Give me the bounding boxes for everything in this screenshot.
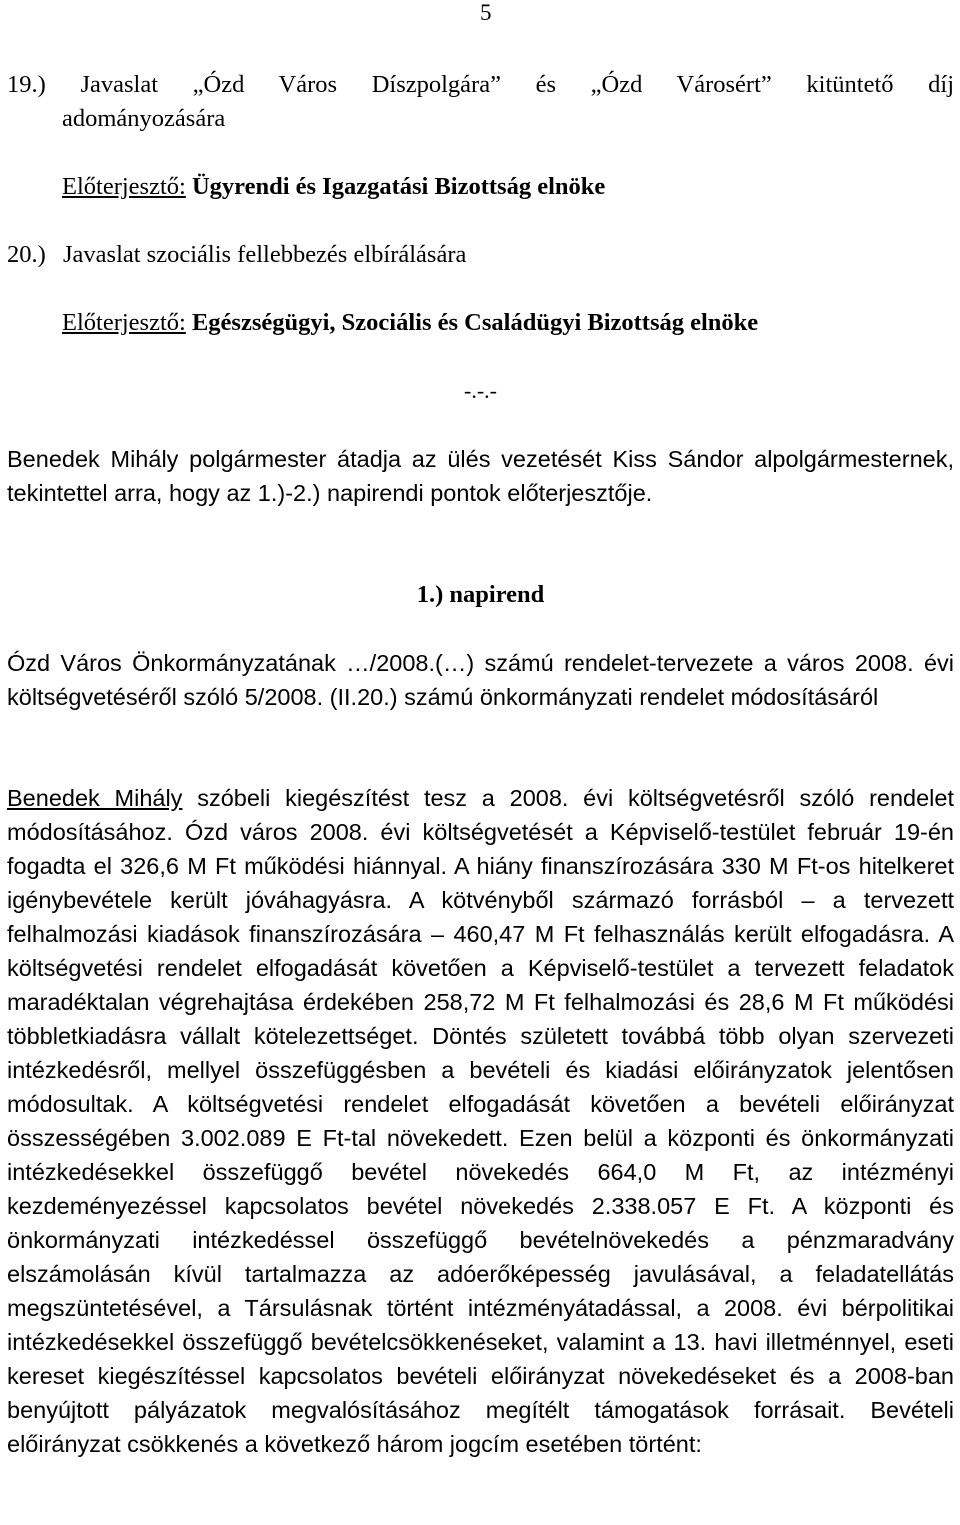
body-paragraph — [7, 781, 954, 1461]
agenda-item-title: Javaslat „Ózd Város Díszpolgára” és „Ózd Városért” kitüntető díj — [80, 71, 955, 98]
agenda-item-title: Javaslat szociális fellebbezés elbírálására — [63, 241, 467, 268]
agenda-item-number: 19.) — [7, 71, 46, 98]
agenda-section-heading: 1.) napirend — [416, 581, 545, 608]
presenter-name: Egészségügyi, Szociális és Családügyi Bizottság elnöke — [191, 309, 759, 336]
agenda-item-number: 20.) — [7, 241, 46, 268]
section-separator: -.-.- — [464, 378, 497, 403]
page-number: 5 — [480, 0, 492, 25]
agenda-item-19-title — [7, 68, 954, 102]
presenter-name: Ügyrendi és Igazgatási Bizottság elnöke — [191, 173, 606, 200]
presenter-label: Előterjesztő: — [62, 173, 186, 200]
agenda-item-20-presenter — [62, 306, 960, 340]
speaker-name: Benedek Mihály — [7, 785, 183, 811]
body-text: szóbeli kiegészítést tesz a 2008. évi költségvetésről szóló rendelet módosításához. Ózd város 2008. évi költségvetését a Képviselő-testület február 19-én fogadta el 326,6 M Ft működési hiánnyal. A hiány finanszírozására 330 M Ft-os hitelkeret igénybevétele került jóváhagyásra. A kötvényből származó forrásból – a tervezett felhalmozási kiadások finanszírozására – 460,47 M Ft felhasználás került elfogadásra. A költségvetési rendelet elfogadását követően a Képviselő-testület a tervezett feladatok maradéktalan végrehajtása érdekében 258,72 M Ft felhalmozási és 28,6 M Ft működési többletkiadásra vállalt kötelezettséget. Döntés született továbbá több olyan szervezeti intézkedésről, mellyel összefüggésben a bevételi és kiadási előirányzatok jelentősen módosultak. A költségvetési rendelet elfogadását követően a bevételi előirányzat összességében 3.002.089 E Ft-tal növekedett. Ezen belül a központi és önkormányzati intézkedésekkel összefüggő bevétel növekedés 664,0 M Ft, az intézményi kezdeményezéssel kapcsolatos bevétel növekedés 2.338.057 E Ft. A központi és önkormányzati intézkedéssel összefüggő bevételnövekedés a pénzmaradvány elszámolásán kívül tartalmazza az adóerőképesség javulásával, a feladatellátás megszüntetésével, a Társulásnak történt intézményátadással, a 2008. évi bérpolitikai intézkedésekkel összefüggő bevételcsökkenéseket, valamint a 13. havi illetménnyel, eseti kereset kiegészítéssel kapcsolatos bevételi előirányzat növekedéseket és a 2008-ban benyújtott pályázatok megvalósításához megítélt támogatások forrásait. Bevételi előirányzat csökkenés a következő három jogcím esetében történt: — [7, 785, 955, 1457]
agenda-item-19-title-cont: adományozására — [62, 105, 226, 132]
agenda-section-title: Ózd Város Önkormányzatának …/2008.(…) számú rendelet-tervezete a város 2008. évi költségvetéséről szóló 5/2008. (II.20.) számú önkormányzati rendelet módosításáról — [7, 650, 954, 710]
agenda-item-19-presenter — [62, 170, 960, 204]
handover-paragraph: Benedek Mihály polgármester átadja az ülés vezetését Kiss Sándor alpolgármesternek, tekintettel arra, hogy az 1.)-2.) napirendi pontok előterjesztője. — [7, 446, 954, 506]
presenter-label: Előterjesztő: — [62, 309, 186, 336]
agenda-item-20-title — [7, 238, 954, 272]
